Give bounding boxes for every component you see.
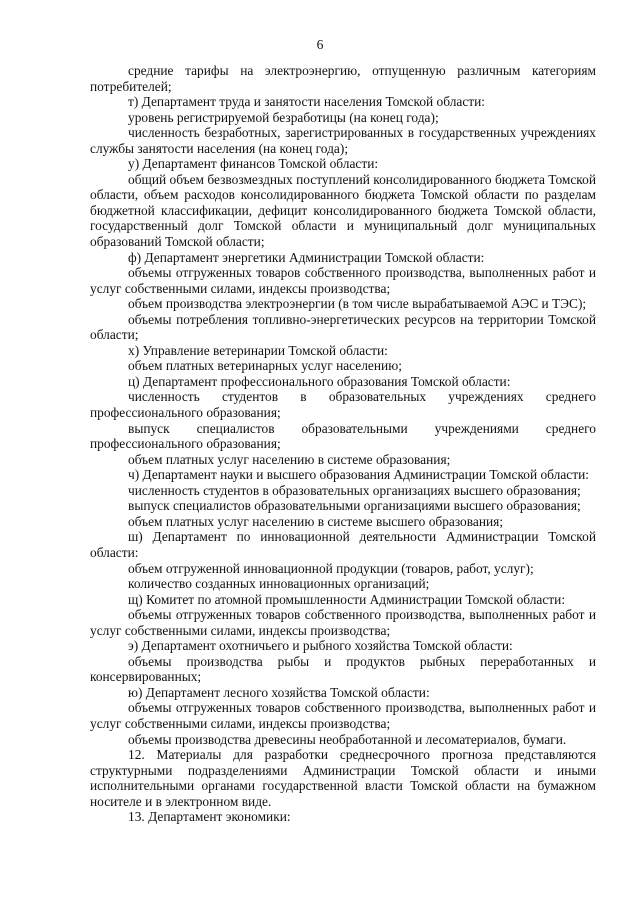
paragraph: объемы отгруженных товаров собственного производства, выполненных работ и услуг собственными силами, индексы производства; <box>90 607 596 638</box>
paragraph: численность студентов в образовательных организациях высшего образования; <box>128 482 581 498</box>
paragraph: выпуск специалистов образовательными организациями высшего образования; <box>128 498 581 514</box>
paragraph: т) Департамент труда и занятости населения Томской области: <box>128 94 486 110</box>
paragraph: объем производства электроэнергии (в том числе вырабатываемой АЭС и ТЭС); <box>128 296 587 312</box>
paragraph: количество созданных инновационных организаций; <box>128 576 430 592</box>
paragraph: общий объем безвозмездных поступлений консолидированного бюджета Томской области, объем расходов консолидированного бюджета Томской области по разделам бюджетной классификации, дефицит консолидированного бюджета Томской области, государственный долг Томской области и муниципальный долг муниципальных образований Томской области; <box>90 171 596 250</box>
paragraph: ф) Департамент энергетики Администрации Томской области: <box>128 249 485 265</box>
paragraph: 12. Материалы для разработки среднесрочного прогноза представляются структурными подразделениями Администрации Томской области и иными исполнительными органами государственной власти Томской области на бумажном носителе и в электронном виде. <box>90 747 596 809</box>
paragraph: объемы производства древесины необработанной и лесоматериалов, бумаги. <box>128 731 567 747</box>
paragraph: объем платных ветеринарных услуг населению; <box>128 358 402 374</box>
paragraph: выпуск специалистов образовательными учреждениями среднего профессионального образования; <box>90 420 596 452</box>
paragraph: ш) Департамент по инновационной деятельности Администрации Томской области: <box>90 529 596 560</box>
paragraph: э) Департамент охотничьего и рыбного хозяйства Томской области: <box>128 638 513 654</box>
paragraph: ч) Департамент науки и высшего образования Администрации Томской области: <box>128 467 589 483</box>
paragraph: объемы потребления топливно-энергетических ресурсов на территории Томской области; <box>90 311 596 343</box>
paragraph: у) Департамент финансов Томской области: <box>128 156 379 172</box>
paragraph: объем платных услуг населению в системе высшего образования; <box>128 513 504 529</box>
paragraph: объемы отгруженных товаров собственного производства, выполненных работ и услуг собственными силами, индексы производства; <box>90 700 596 731</box>
paragraph: объемы отгруженных товаров собственного производства, выполненных работ и услуг собственными силами, индексы производства; <box>90 265 596 296</box>
paragraph: численность безработных, зарегистрированных в государственных учреждениях службы занятости населения (на конец года); <box>90 125 596 156</box>
paragraph: объем платных услуг населению в системе образования; <box>128 451 451 467</box>
paragraph: средние тарифы на электроэнергию, отпущенную различным категориям потребителей; <box>90 63 596 94</box>
paragraph: объемы производства рыбы и продуктов рыбных переработанных и консервированных; <box>90 653 596 685</box>
paragraph: ю) Департамент лесного хозяйства Томской области: <box>128 684 430 700</box>
paragraph: ц) Департамент профессионального образования Томской области: <box>128 373 511 389</box>
paragraph: 13. Департамент экономики: <box>128 809 291 825</box>
paragraph: уровень регистрируемой безработицы (на конец года); <box>128 109 439 125</box>
paragraph: объем отгруженной инновационной продукции (товаров, работ, услуг); <box>128 560 534 576</box>
document-body <box>90 63 596 825</box>
page-number: 6 <box>316 37 324 52</box>
paragraph: численность студентов в образовательных учреждениях среднего профессионального образования; <box>90 389 596 421</box>
paragraph: щ) Комитет по атомной промышленности Администрации Томской области: <box>128 591 566 607</box>
paragraph: х) Управление ветеринарии Томской области: <box>128 342 388 358</box>
